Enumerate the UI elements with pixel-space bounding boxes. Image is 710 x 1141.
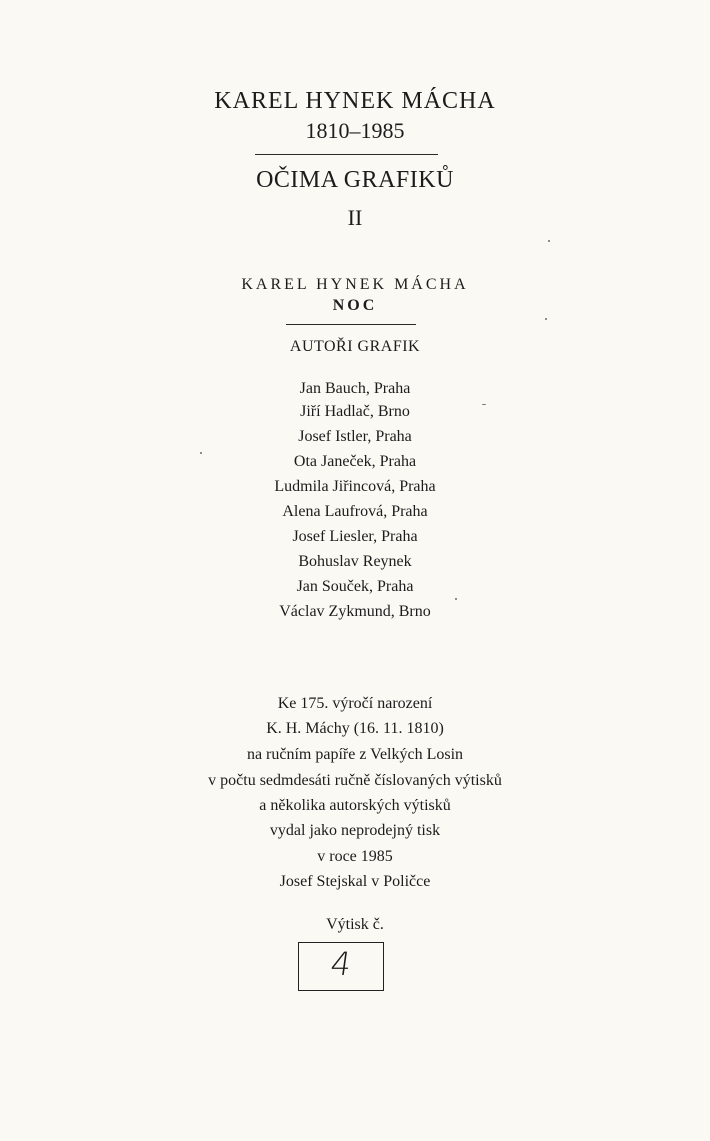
colophon-line: Josef Stejskal v Poličce — [279, 873, 431, 890]
copy-number-box — [298, 942, 384, 991]
work-author: KAREL HYNEK MÁCHA — [241, 276, 469, 293]
artist-name: Václav Zykmund, Brno — [279, 603, 431, 620]
colophon-line: Ke 175. výročí narození — [277, 695, 433, 712]
copy-label: Výtisk č. — [326, 916, 384, 933]
artist-name: Josef Liesler, Praha — [292, 528, 418, 545]
series-volume: II — [347, 205, 363, 230]
artist-name: Bohuslav Reynek — [298, 553, 412, 570]
artist-name: Jan Souček, Praha — [296, 578, 414, 595]
artist-name: Alena Laufrová, Praha — [282, 503, 428, 520]
work-title: NOC — [332, 297, 378, 314]
artists-heading: AUTOŘI GRAFIK — [289, 338, 421, 355]
copy-number-handwritten: 4 — [328, 945, 354, 983]
colophon-line: K. H. Máchy (16. 11. 1810) — [266, 720, 444, 737]
header-divider — [255, 154, 438, 155]
artist-name: Jan Bauch, Praha — [299, 380, 411, 397]
artist-name: Josef Istler, Praha — [298, 428, 412, 445]
artist-name: Ota Janeček, Praha — [293, 453, 417, 470]
colophon-line: vydal jako neprodejný tisk — [269, 822, 441, 839]
colophon-line: v roce 1985 — [317, 848, 393, 865]
series-subtitle: OČIMA GRAFIKŮ — [256, 167, 454, 193]
work-divider — [286, 324, 416, 325]
paper-speck — [545, 318, 547, 320]
artist-name: Ludmila Jiřincová, Praha — [274, 478, 436, 495]
colophon-line: na ručním papíře z Velkých Losin — [246, 746, 464, 763]
artist-name: Jiří Hadlač, Brno — [300, 403, 410, 420]
colophon-line: a několika autorských výtisků — [259, 797, 451, 814]
colophon-line: v počtu sedmdesáti ručně číslovaných výtisků — [208, 772, 502, 789]
series-author: KAREL HYNEK MÁCHA — [214, 88, 496, 114]
series-years: 1810–1985 — [305, 118, 405, 143]
paper-speck — [455, 598, 457, 600]
paper-speck — [548, 240, 550, 242]
